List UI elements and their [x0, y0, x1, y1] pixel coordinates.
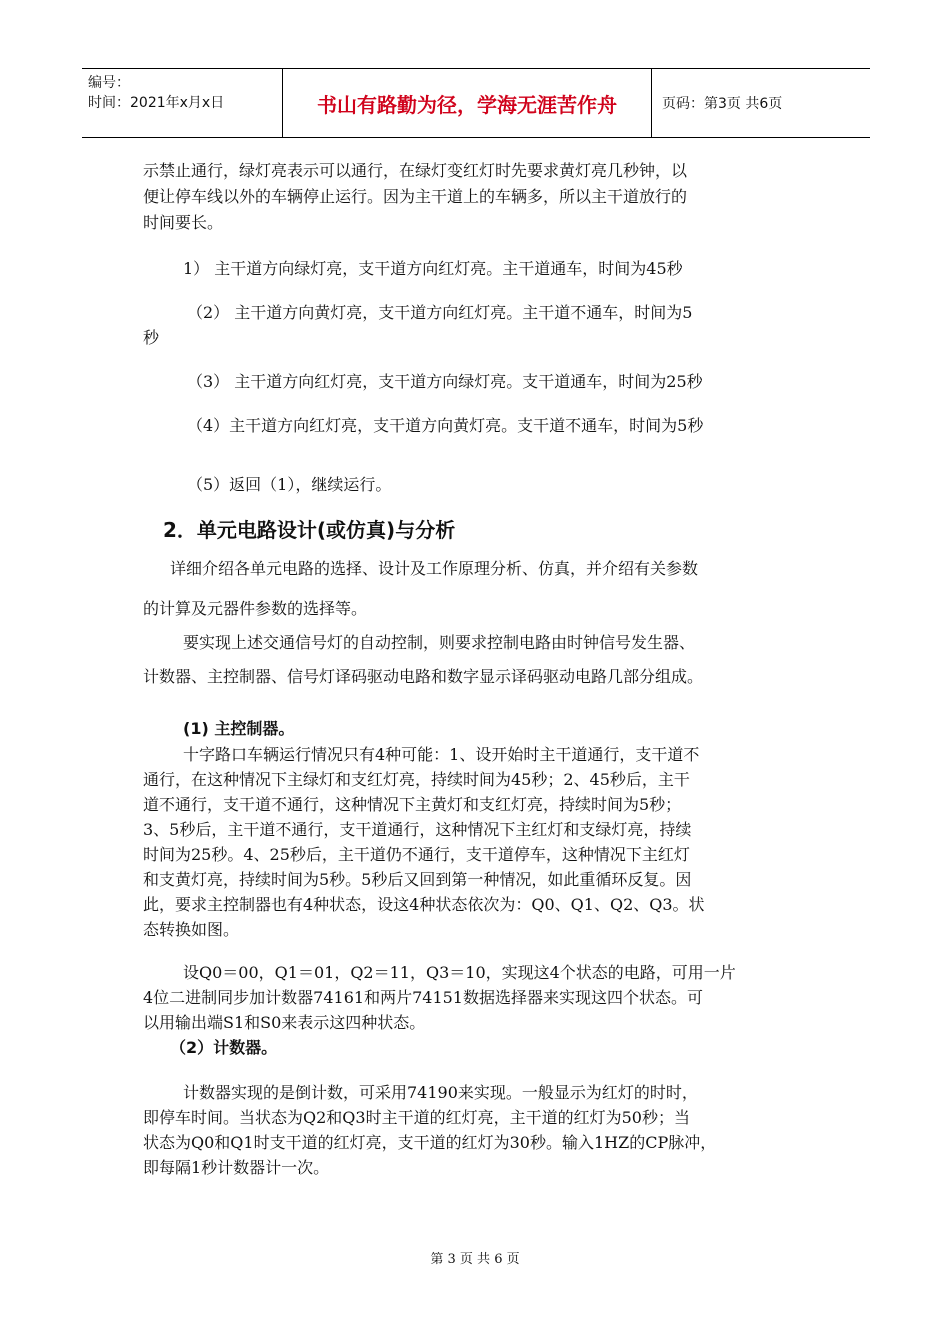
counter-line: 即停车时间。当状态为Q2和Q3时主干道的红灯亮，主干道的红灯为50秒；当 — [143, 1108, 690, 1127]
subsection-title: (1) 主控制器。 — [183, 719, 295, 738]
step-4: （4）主干道方向红灯亮，支干道方向黄灯亮。支干道不通车，时间为5秒 — [187, 416, 704, 435]
controller-line: 和支黄灯亮，持续时间为5秒。5秒后又回到第一种情况，如此重循环反复。因 — [143, 870, 692, 889]
overview-line: 要实现上述交通信号灯的自动控制，则要求控制电路由时钟信号发生器、 — [183, 633, 696, 652]
page-footer: 第 3 页 共 6 页 — [430, 1252, 520, 1267]
step-3: （3） 主干道方向红灯亮，支干道方向绿灯亮。支干道通车，时间为25秒 — [187, 372, 703, 391]
controller-line: 以用输出端S1和S0来表示这四种状态。 — [143, 1013, 426, 1032]
controller-line: 道不通行，支干道不通行，这种情况下主黄灯和支红灯亮，持续时间为5秒； — [143, 795, 682, 814]
section-desc-line: 详细介绍各单元电路的选择、设计及工作原理分析、仿真，并介绍有关参数 — [170, 559, 699, 578]
controller-line: 4位二进制同步加计数器74161和两片74151数据选择器来实现这四个状态。可 — [143, 988, 703, 1007]
header-date: 时间：2021年x月x日 — [88, 95, 225, 111]
controller-line: 通行，在这种情况下主绿灯和支红灯亮，持续时间为45秒；2、45秒后，主干 — [143, 770, 690, 789]
intro-line: 便让停车线以外的车辆停止运行。因为主干道上的车辆多，所以主干道放行的 — [143, 187, 688, 206]
step-2: （2） 主干道方向黄灯亮，支干道方向红灯亮。主干道不通车，时间为5 — [187, 303, 693, 322]
section-heading: 2．单元电路设计(或仿真)与分析 — [163, 518, 456, 542]
step-1: 1） 主干道方向绿灯亮，支干道方向红灯亮。主干道通车，时间为45秒 — [183, 259, 683, 278]
header-number: 编号： — [88, 75, 130, 91]
controller-line: 3、5秒后，主干道不通行，支干道通行，这种情况下主红灯和支绿灯亮，持续 — [143, 820, 692, 839]
counter-line: 计数器实现的是倒计数，可采用74190来实现。一般显示为红灯的时时， — [183, 1083, 698, 1102]
controller-line: 设Q0＝00，Q1＝01，Q2＝11，Q3＝10，实现这4个状态的电路，可用一片 — [183, 963, 736, 982]
page-header — [82, 68, 870, 138]
controller-line: 态转换如图。 — [143, 920, 240, 939]
overview-line: 计数器、主控制器、信号灯译码驱动电路和数字显示译码驱动电路几部分组成。 — [143, 667, 704, 686]
intro-line: 时间要长。 — [143, 213, 224, 232]
counter-line: 即每隔1秒计数器计一次。 — [143, 1158, 330, 1177]
controller-line: 十字路口车辆运行情况只有4种可能：1、设开始时主干道通行，支干道不 — [183, 745, 700, 764]
controller-line: 此，要求主控制器也有4种状态，设这4种状态依次为：Q0、Q1、Q2、Q3。状 — [143, 895, 705, 914]
intro-line: 示禁止通行，绿灯亮表示可以通行，在绿灯变红灯时先要求黄灯亮几秒钟，以 — [143, 161, 688, 180]
controller-line: 时间为25秒。4、25秒后，主干道仍不通行，支干道停车，这种情况下主红灯 — [143, 845, 690, 864]
header-motto: 书山有路勤为径，学海无涯苦作舟 — [282, 69, 652, 137]
subsection-title: （2）计数器。 — [170, 1038, 278, 1057]
step-2-cont: 秒 — [143, 328, 160, 347]
step-5: （5）返回（1），继续运行。 — [187, 475, 392, 494]
header-meta — [82, 69, 282, 137]
header-page: 页码：第3页 共6页 — [662, 96, 783, 112]
section-desc-line: 的计算及元器件参数的选择等。 — [143, 599, 368, 618]
counter-line: 状态为Q0和Q1时支干道的红灯亮，支干道的红灯为30秒。输入1HZ的CP脉冲， — [143, 1133, 717, 1152]
